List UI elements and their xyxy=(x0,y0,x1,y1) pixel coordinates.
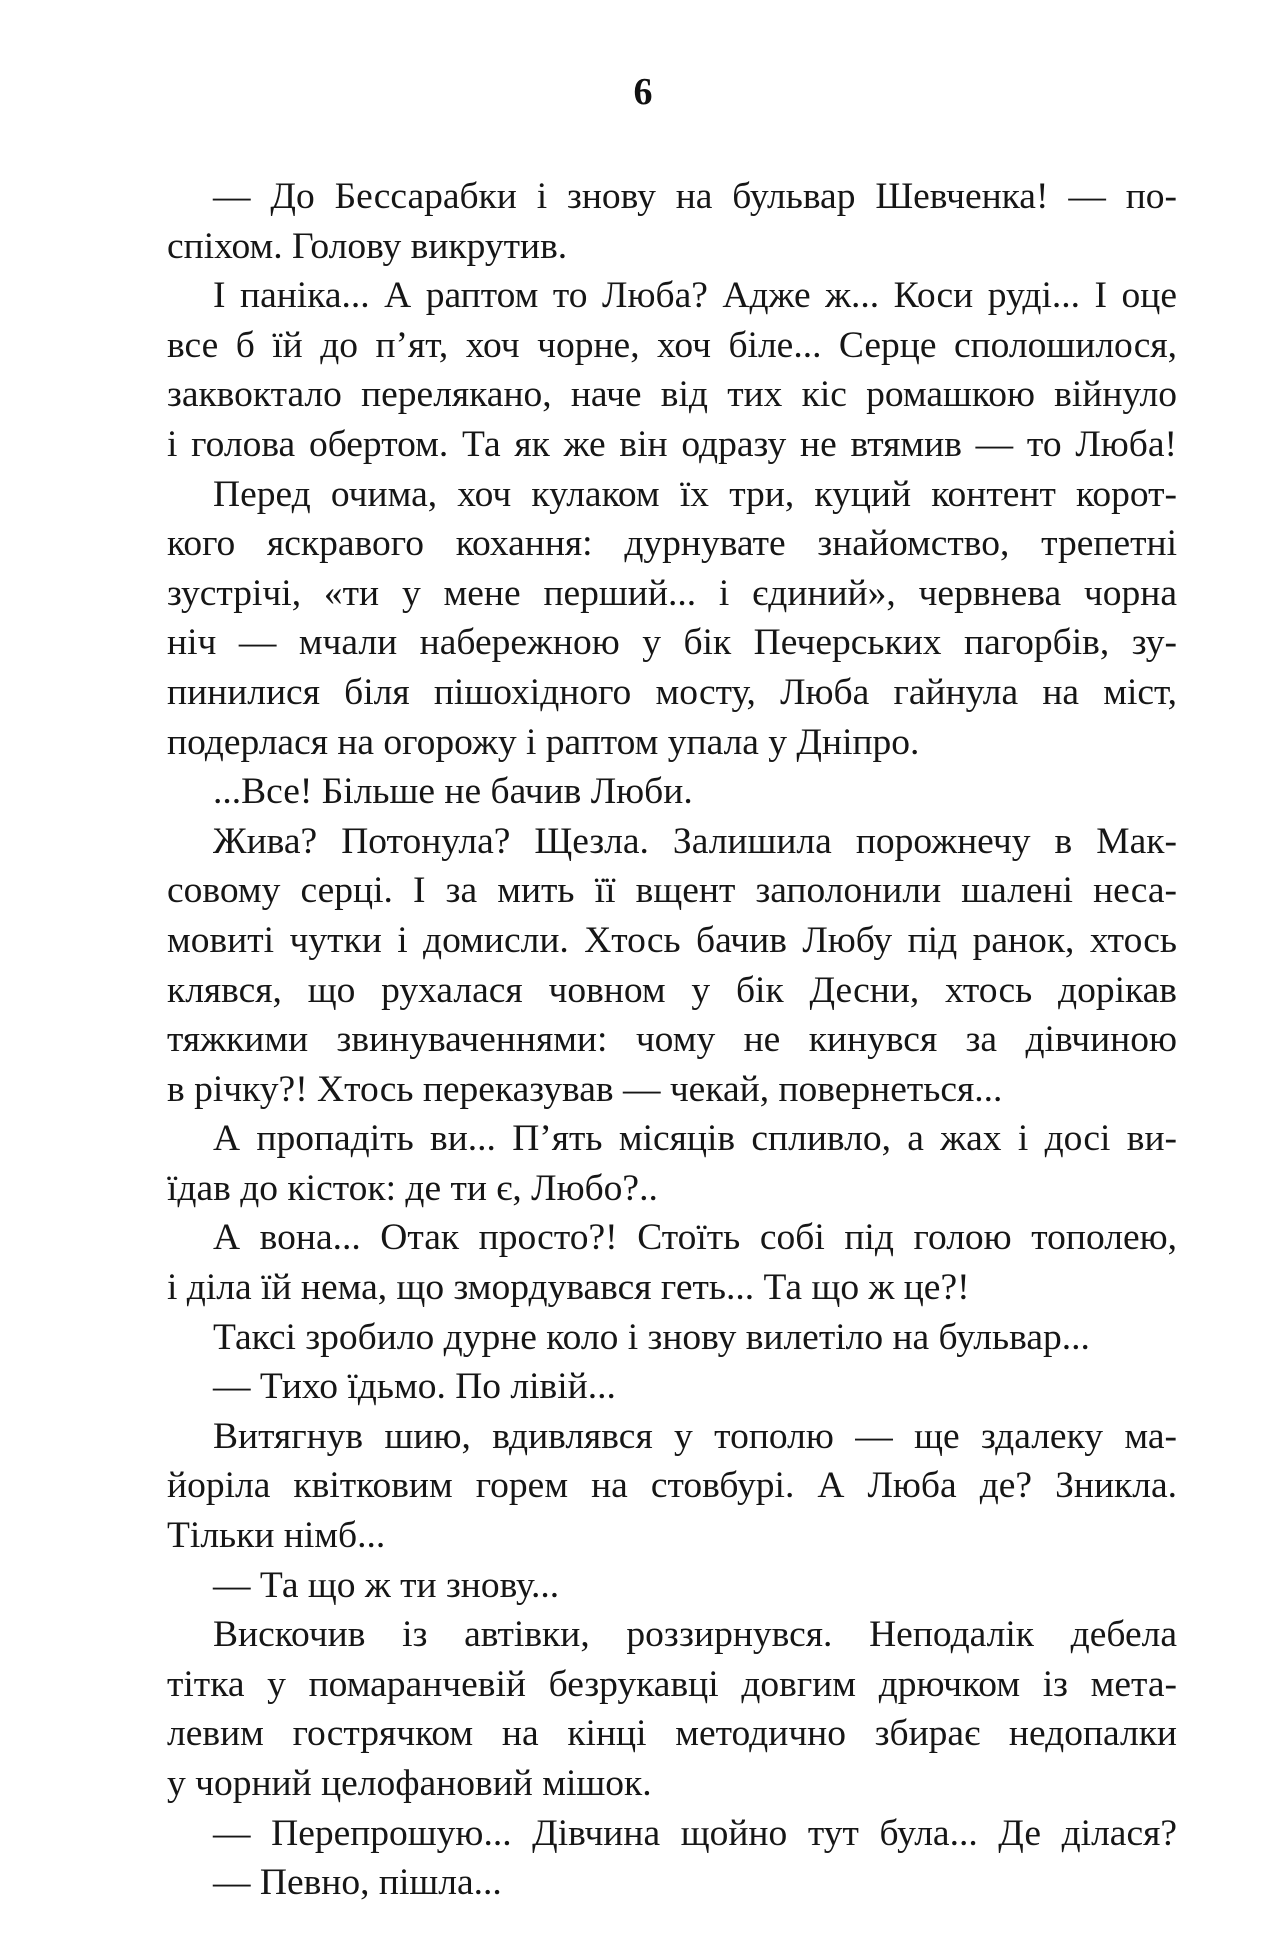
body-text xyxy=(167,172,1177,1908)
text-line: у чорний целофановий мішок. xyxy=(167,1763,652,1804)
text-line: — Та що ж ти знову... xyxy=(213,1564,560,1606)
text-line: тяжкими звинуваченнями: чому не кинувся за дівчиною xyxy=(167,1019,1177,1061)
text-line: ніч — мчали набережною у бік Печерських пагорбів, зу- xyxy=(167,622,1177,664)
text-line: Вискочив із автівки, роззирнувся. Неподалік дебела xyxy=(213,1614,1177,1656)
page-number: 6 xyxy=(633,71,653,113)
text-line: — Тихо їдьмо. По лівій... xyxy=(213,1366,616,1408)
text-line: — До Бессарабки і знову на бульвар Шевченка! — по- xyxy=(213,176,1177,217)
text-line: Таксі зробило дурне коло і знову вилетіло на бульвар... xyxy=(213,1316,1090,1358)
text-line: — Певно, пішла... xyxy=(213,1862,502,1904)
text-line: Витягнув шию, вдивлявся у тополю — ще здалеку ма- xyxy=(213,1415,1177,1457)
text-line: в річку?! Хтось переказував — чекай, повернеться... xyxy=(167,1068,1003,1110)
text-line: Жива? Потонула? Щезла. Залишила порожнечу в Мак- xyxy=(213,820,1177,862)
text-line: спіхом. Голову викрутив. xyxy=(167,225,568,267)
text-line: Тільки німб... xyxy=(167,1515,386,1557)
text-line: А вона... Отак просто?! Стоїть собі під голою тополею, xyxy=(213,1217,1177,1259)
text-line: подерлася на огорожу і раптом упала у Дніпро. xyxy=(167,721,920,763)
text-line: і голова обертом. Та як же він одразу не втямив — то Люба! xyxy=(167,423,1177,465)
text-line: кого яскравого кохання: дурнувате знайомство, трепетні xyxy=(167,523,1177,565)
text-line: левим гострячком на кінці методично збирає недопалки xyxy=(167,1713,1177,1755)
text-line: пинилися біля пішохідного мосту, Люба гайнула на міст, xyxy=(167,671,1177,713)
text-line: — Перепрошую... Дівчина щойно тут була... Де ділася? xyxy=(213,1812,1177,1854)
text-line: Перед очима, хоч кулаком їх три, куций контент корот- xyxy=(213,473,1177,515)
text-line: клявся, що рухалася човном у бік Десни, хтось дорікав xyxy=(167,969,1177,1011)
text-line: совому серці. І за мить її вщент заполонили шалені неса- xyxy=(167,870,1177,912)
text-line: тітка у помаранчевій безрукавці довгим дрючком із мета- xyxy=(167,1663,1177,1705)
text-line: І паніка... А раптом то Люба? Адже ж... Коси руді... І оце xyxy=(213,275,1177,317)
text-line: і діла їй нема, що змордувався геть... Та що ж це?! xyxy=(167,1267,970,1309)
text-line: заквоктало перелякано, наче від тих кіс ромашкою війнуло xyxy=(167,374,1177,416)
text-line: йоріла квітковим горем на стовбурі. А Люба де? Зникла. xyxy=(167,1465,1177,1507)
text-line: ...Все! Більше не бачив Люби. xyxy=(213,771,693,813)
text-line: зустрічі, «ти у мене перший... і єдиний», червнева чорна xyxy=(167,572,1177,614)
text-line: мовиті чутки і домисли. Хтось бачив Любу під ранок, хтось xyxy=(167,919,1177,961)
text-line: все б їй до п’ят, хоч чорне, хоч біле... Серце сполошилося, xyxy=(167,324,1177,366)
text-line: їдав до кісток: де ти є, Любо?.. xyxy=(167,1167,658,1209)
text-line: А пропадіть ви... П’ять місяців спливло, а жах і досі ви- xyxy=(213,1118,1177,1160)
